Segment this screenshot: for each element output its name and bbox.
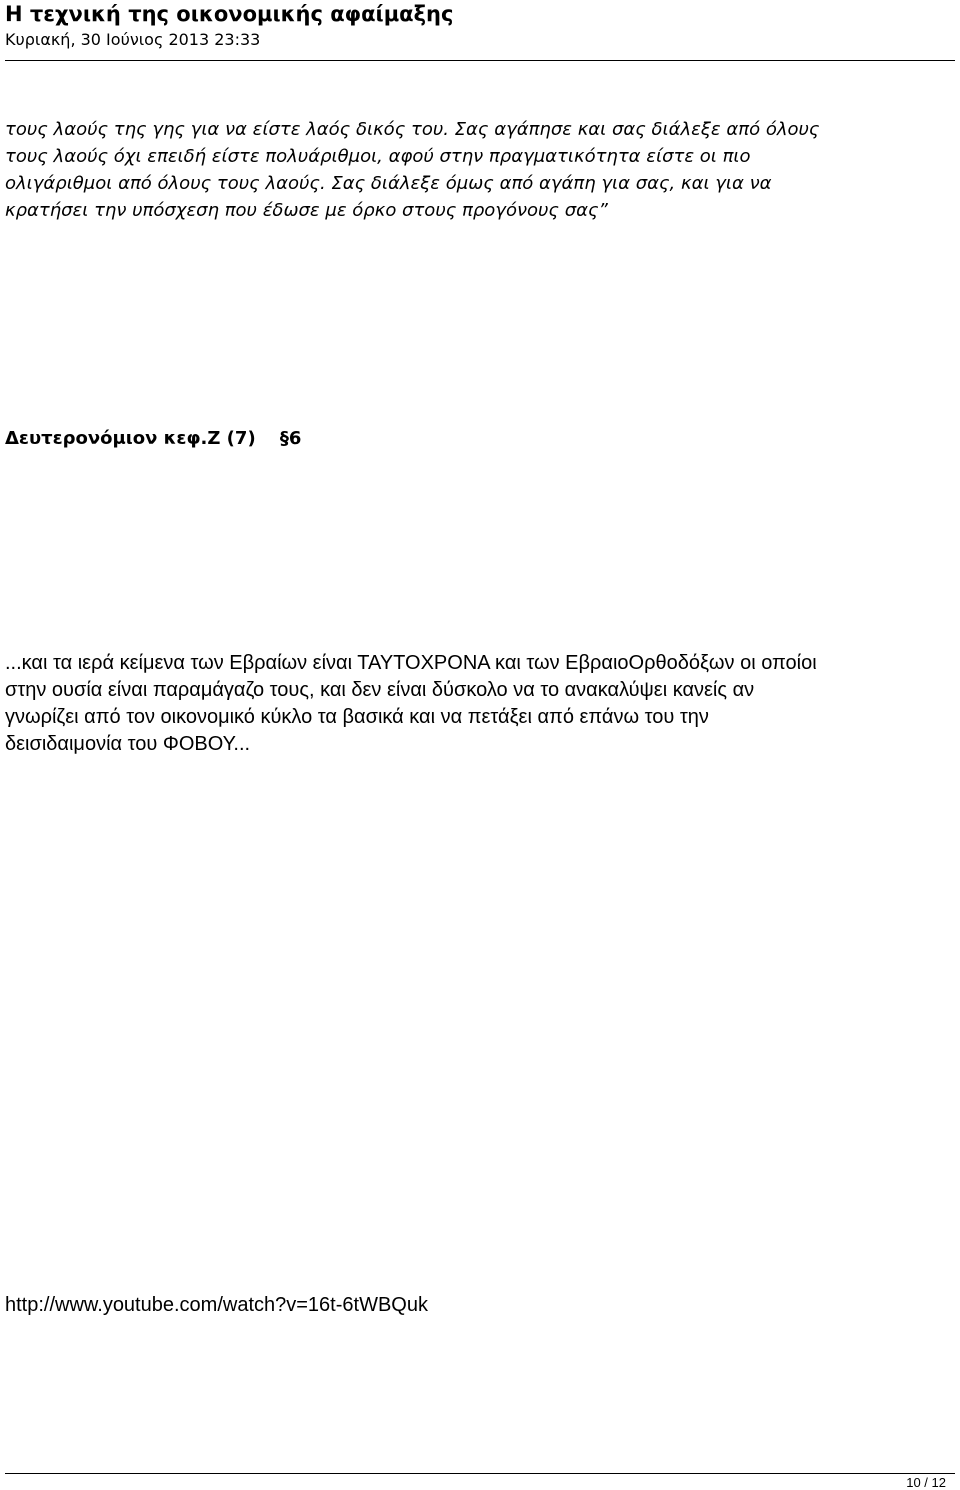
page-number: 10 / 12 bbox=[906, 1475, 946, 1490]
header-divider bbox=[5, 60, 955, 61]
footer-divider bbox=[5, 1473, 955, 1474]
quote-paragraph bbox=[5, 116, 955, 224]
scripture-reference: Δευτερονόμιον κεφ.Ζ (7) §6 bbox=[5, 428, 302, 449]
publish-date: Κυριακή, 30 Ιούνιος 2013 23:33 bbox=[5, 30, 261, 49]
body-line: γνωρίζει από τον οικονομικό κύκλο τα βασικά και να πετάξει από επάνω του την bbox=[5, 706, 709, 728]
body-paragraph bbox=[5, 650, 955, 758]
body-line: στην ουσία είναι παραμάγαζο τους, και δεν είναι δύσκολο να το ανακαλύψει κανείς αν bbox=[5, 679, 755, 701]
quote-line: ολιγάριθμοι από όλους τους λαούς. Σας διάλεξε όμως από αγάπη για σας, και για να bbox=[5, 173, 772, 194]
document-title: Η τεχνική της οικονομικής αφαίμαξης bbox=[5, 2, 454, 26]
body-line: δεισιδαιμονία του ΦΟΒΟΥ... bbox=[5, 733, 251, 755]
youtube-link[interactable]: http://www.youtube.com/watch?v=16t-6tWBQuk bbox=[5, 1294, 428, 1316]
quote-line: κρατήσει την υπόσχεση που έδωσε με όρκο στους προγόνους σας” bbox=[5, 200, 608, 221]
document-header bbox=[5, 0, 955, 50]
quote-line: τους λαούς της γης για να είστε λαός δικός του. Σας αγάπησε και σας διάλεξε από όλους bbox=[5, 119, 820, 140]
body-line: ...και τα ιερά κείμενα των Εβραίων είναι ΤΑΥΤΟΧΡΟΝΑ και των ΕβραιοΟρθοδόξων οι οποίοι bbox=[5, 652, 817, 674]
quote-line: τους λαούς όχι επειδή είστε πολυάριθμοι, αφού στην πραγματικότητα είστε οι πιο bbox=[5, 146, 751, 167]
